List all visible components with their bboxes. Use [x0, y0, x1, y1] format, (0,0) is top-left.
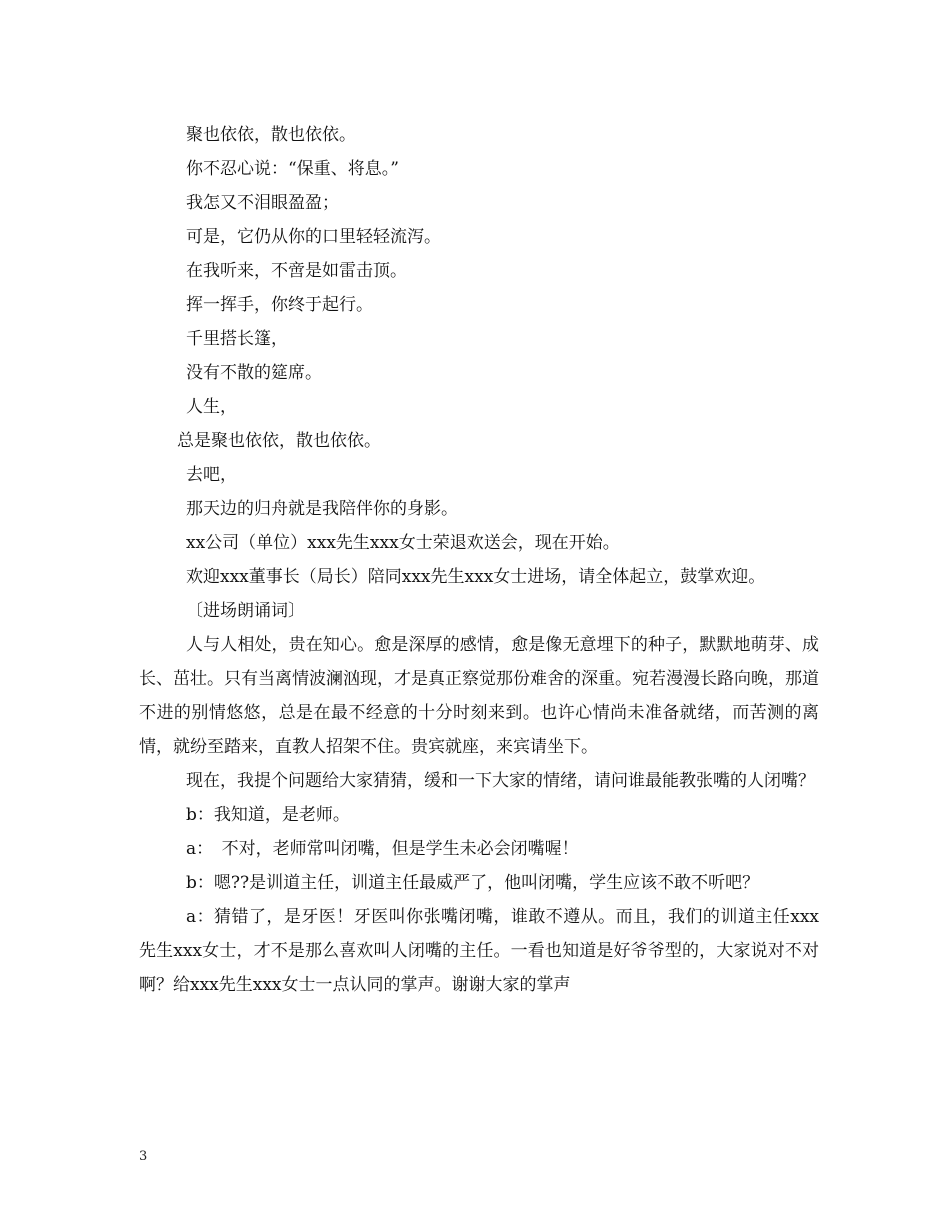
- document-body: [139, 118, 819, 1002]
- poem-line: 千里搭长篷，: [186, 329, 288, 349]
- paragraph-recitation: 人与人相处，贵在知心。愈是深厚的感情，愈是像无意埋下的种子，默默地萌芽、成长、茁壮。只有当离情波澜汹现，才是真正察觉那份难舍的深重。宛若漫漫长路向晚，那道不进的别情悠悠，总是在最不经意的十分时刻来到。也许心情尚未准备就绪，而苦测的离情，就纷至踏来，直教人招架不住。贵宾就座，来宾请坐下。: [139, 635, 819, 757]
- dialogue-line: b：嗯??是训道主任，训道主任最威严了，他叫闭嘴，学生应该不敢不听吧？: [186, 873, 760, 893]
- poem-line: 聚也依依，散也依依。: [186, 125, 356, 145]
- paragraph-question: 现在，我提个问题给大家猜猜，缓和一下大家的情绪，请问谁最能教张嘴的人闭嘴？: [186, 771, 815, 791]
- poem-line: 你不忍心说：“保重、将息。”: [186, 159, 399, 179]
- poem-line: 那天边的归舟就是我陪伴你的身影。: [186, 499, 458, 519]
- paragraph-welcome: 欢迎xxx董事长（局长）陪同xxx先生xxx女士进场，请全体起立，鼓掌欢迎。: [186, 567, 766, 587]
- poem-line: 去吧，: [186, 465, 237, 485]
- paragraph-heading: 〔进场朗诵词〕: [186, 601, 305, 621]
- dialogue-line: a： 不对，老师常叫闭嘴，但是学生未必会闭嘴喔！: [186, 839, 579, 859]
- poem-line: 我怎又不泪眼盈盈；: [186, 193, 339, 213]
- poem-line: 总是聚也依依，散也依依。: [177, 431, 381, 451]
- dialogue-line: b：我知道，是老师。: [186, 805, 350, 825]
- opening-announcement: xx公司（单位）xxx先生xxx女士荣退欢送会，现在开始。: [186, 533, 620, 553]
- poem-line: 人生，: [186, 397, 237, 417]
- poem-line: 可是，它仍从你的口里轻轻流泻。: [186, 227, 441, 247]
- poem-line: 挥一挥手，你终于起行。: [186, 295, 373, 315]
- page-number: 3: [139, 1149, 148, 1164]
- poem-line: 在我听来，不啻是如雷击顶。: [186, 261, 407, 281]
- poem-line: 没有不散的筵席。: [186, 363, 322, 383]
- dialogue-line: a：猜错了，是牙医！牙医叫你张嘴闭嘴，谁敢不遵从。而且，我们的训道主任xxx先生xxx女士，才不是那么喜欢叫人闭嘴的主任。一看也知道是好爷爷型的，大家说对不对啊？给xxx先生xxx女士一点认同的掌声。谢谢大家的掌声: [139, 907, 819, 995]
